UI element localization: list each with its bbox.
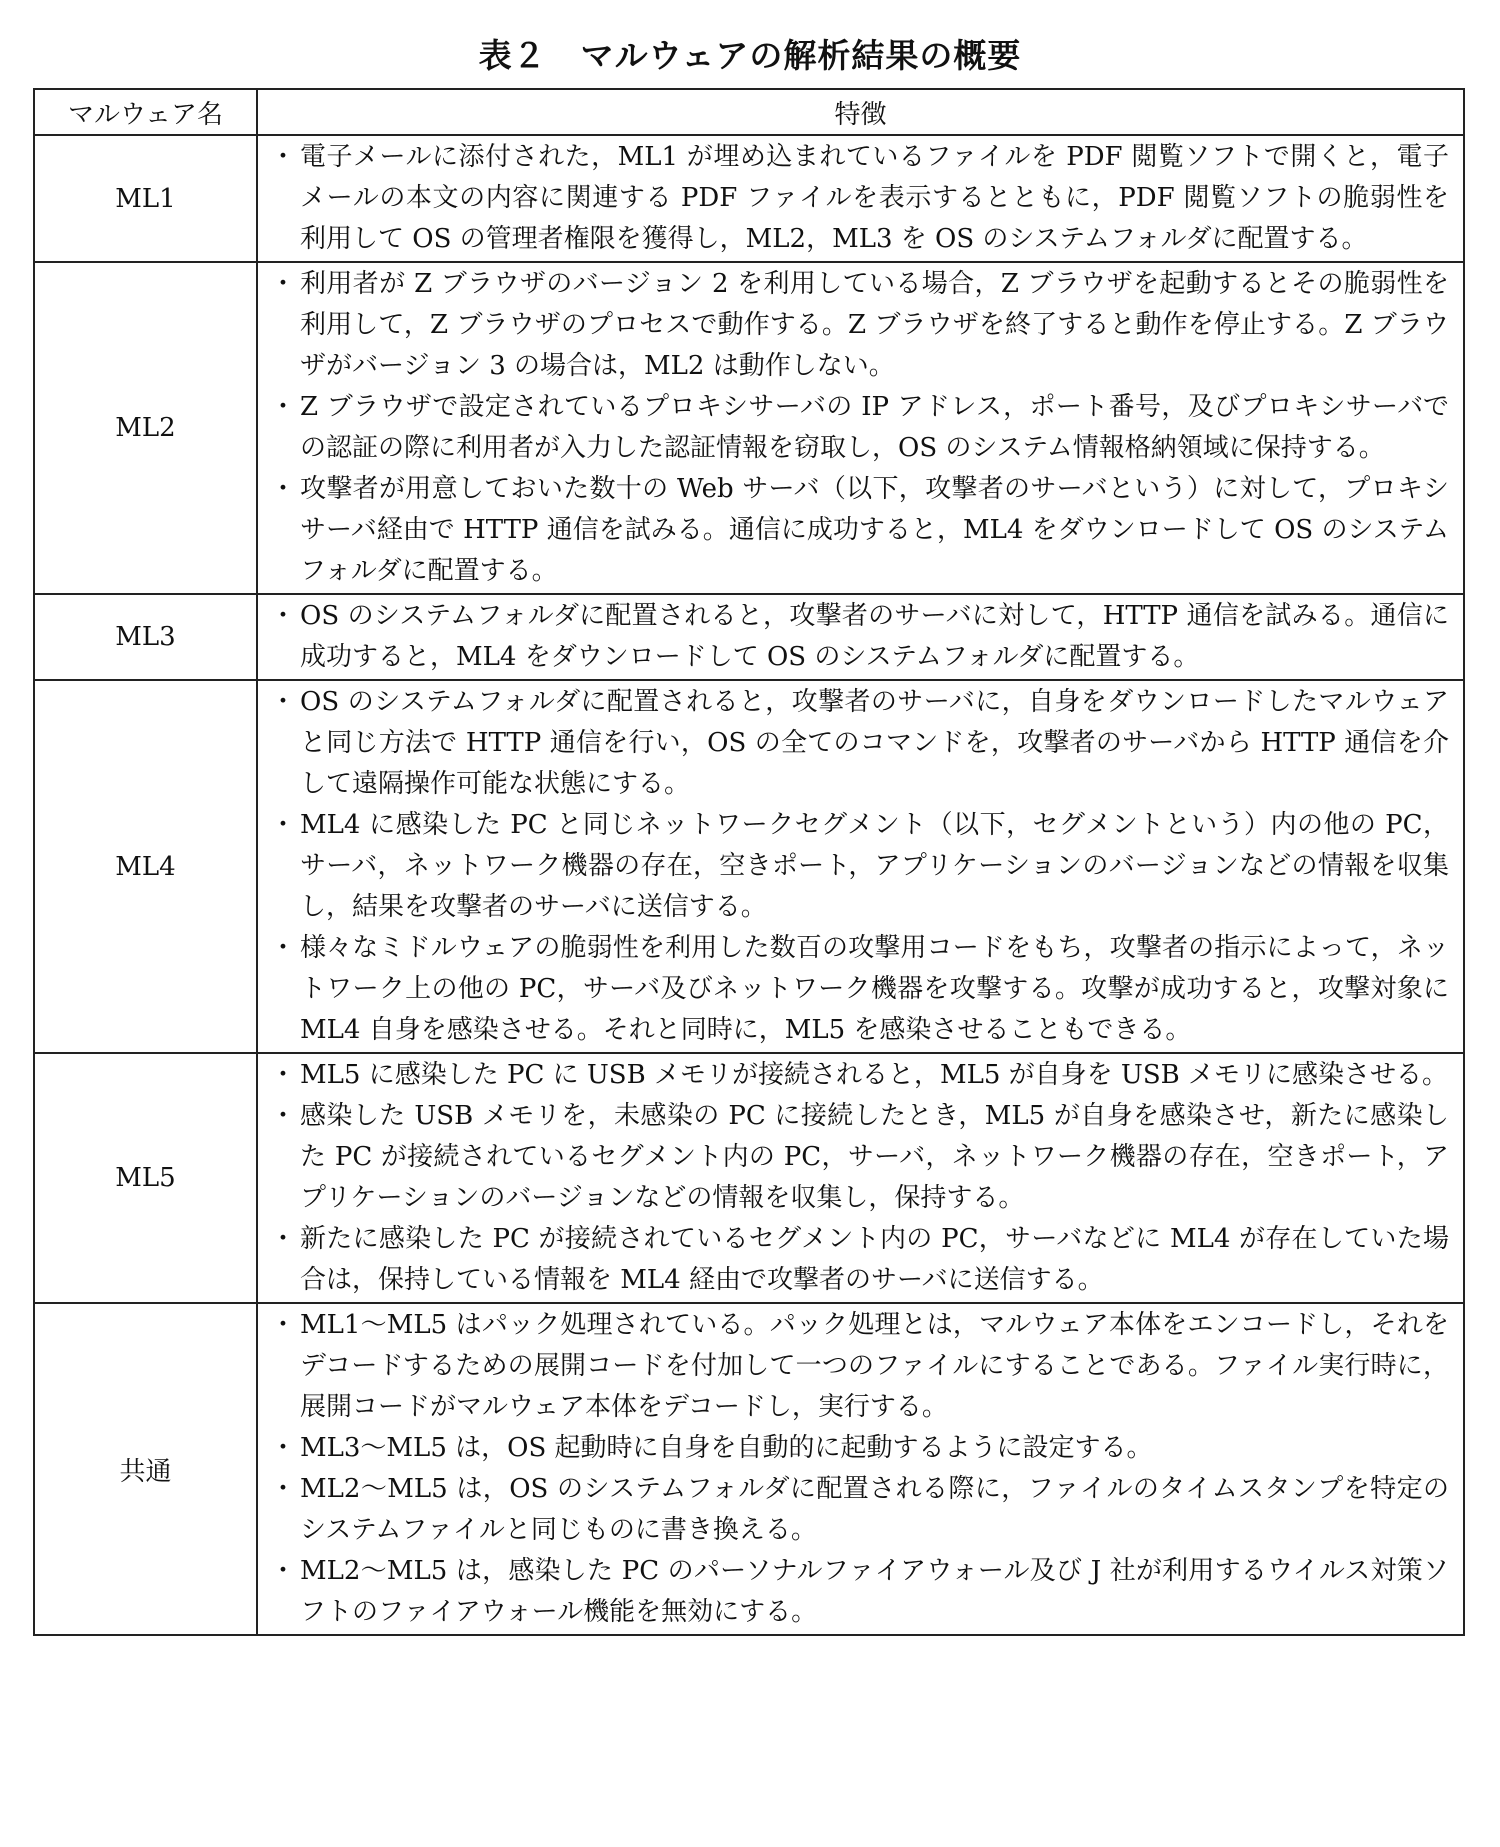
feature-text: ML3〜ML5 は，OS 起動時に自身を自動的に起動するように設定する。 — [300, 1433, 1153, 1463]
malware-name-cell: ML1 — [34, 135, 257, 262]
table-row — [34, 262, 1464, 594]
table-row — [34, 680, 1464, 1053]
bullet-icon: ・ — [270, 1310, 297, 1340]
feature-item — [266, 1469, 1449, 1551]
bullet-icon: ・ — [270, 933, 297, 963]
bullet-icon: ・ — [270, 601, 297, 631]
feature-text: 新たに感染した PC が接続されているセグメント内の PC，サーバなどに ML4 が存在していた場合は，保持している情報を ML4 経由で攻撃者のサーバに送信する。 — [300, 1224, 1449, 1295]
feature-text: ML4 に感染した PC と同じネットワークセグメント（以下，セグメントという）内の他の PC，サーバ，ネットワーク機器の存在，空きポート，アプリケーションのバージョンなどの情報を収集し，結果を攻撃者のサーバに送信する。 — [300, 810, 1449, 922]
features-cell — [257, 594, 1464, 680]
feature-text: ML1〜ML5 はパック処理されている。パック処理とは，マルウェア本体をエンコードし，それをデコードするための展開コードを付加して一つのファイルにすることである。ファイル実行時に，展開コードがマルウェア本体をデコードし，実行する。 — [300, 1310, 1449, 1422]
table-row — [34, 135, 1464, 262]
features-cell — [257, 1053, 1464, 1303]
feature-text: ML2〜ML5 は，OS のシステムフォルダに配置される際に，ファイルのタイムスタンプを特定のシステムファイルと同じものに書き換える。 — [300, 1474, 1449, 1545]
feature-item — [266, 264, 1449, 387]
table-row — [34, 594, 1464, 680]
bullet-icon: ・ — [270, 474, 297, 504]
feature-text: ML5 に感染した PC に USB メモリが接続されると，ML5 が自身を USB メモリに感染させる。 — [300, 1060, 1449, 1090]
feature-text: OS のシステムフォルダに配置されると，攻撃者のサーバに，自身をダウンロードしたマルウェアと同じ方法で HTTP 通信を行い，OS の全てのコマンドを，攻撃者のサーバから HTTP 通信を介して遠隔操作可能な状態にする。 — [300, 687, 1449, 799]
malware-name-cell: ML5 — [34, 1053, 257, 1303]
malware-name-cell: ML2 — [34, 262, 257, 594]
features-cell — [257, 262, 1464, 594]
bullet-icon: ・ — [270, 687, 297, 717]
feature-item — [266, 1428, 1449, 1469]
malware-name-cell: ML4 — [34, 680, 257, 1053]
features-cell — [257, 135, 1464, 262]
malware-name-cell: ML3 — [34, 594, 257, 680]
feature-item — [266, 682, 1449, 805]
header-malware-name: マルウェア名 — [34, 89, 257, 135]
feature-list — [266, 1055, 1449, 1301]
table-row — [34, 1303, 1464, 1635]
feature-text: 様々なミドルウェアの脆弱性を利用した数百の攻撃用コードをもち，攻撃者の指示によって，ネットワーク上の他の PC，サーバ及びネットワーク機器を攻撃する。攻撃が成功すると，攻撃対象に ML4 自身を感染させる。それと同時に，ML5 を感染させることもできる。 — [300, 933, 1449, 1045]
bullet-icon: ・ — [270, 269, 297, 299]
bullet-icon: ・ — [270, 392, 297, 422]
feature-item — [266, 1096, 1449, 1219]
bullet-icon: ・ — [270, 1224, 297, 1254]
bullet-icon: ・ — [270, 142, 297, 172]
table-header-row — [34, 89, 1464, 135]
feature-text: ML2〜ML5 は，感染した PC のパーソナルファイアウォール及び J 社が利用するウイルス対策ソフトのファイアウォール機能を無効にする。 — [300, 1556, 1449, 1627]
bullet-icon: ・ — [270, 810, 297, 840]
malware-analysis-table — [33, 88, 1465, 1636]
feature-text: 利用者が Z ブラウザのバージョン 2 を利用している場合，Z ブラウザを起動するとその脆弱性を利用して，Z ブラウザのプロセスで動作する。Z ブラウザを終了すると動作を停止する。Z ブラウザがバージョン 3 の場合は，ML2 は動作しない。 — [300, 269, 1449, 381]
feature-text: 感染した USB メモリを，未感染の PC に接続したとき，ML5 が自身を感染させ，新たに感染した PC が接続されているセグメント内の PC，サーバ，ネットワーク機器の存在，空きポート，アプリケーションのバージョンなどの情報を収集し，保持する。 — [300, 1101, 1449, 1213]
feature-item — [266, 387, 1449, 469]
feature-item — [266, 596, 1449, 678]
feature-text: OS のシステムフォルダに配置されると，攻撃者のサーバに対して，HTTP 通信を試みる。通信に成功すると，ML4 をダウンロードして OS のシステムフォルダに配置する。 — [300, 601, 1449, 672]
bullet-icon: ・ — [270, 1556, 297, 1586]
feature-item — [266, 1055, 1449, 1096]
feature-item — [266, 1551, 1449, 1633]
table-row — [34, 1053, 1464, 1303]
feature-list — [266, 264, 1449, 592]
feature-item — [266, 137, 1449, 260]
feature-item — [266, 805, 1449, 928]
features-cell — [257, 1303, 1464, 1635]
feature-list — [266, 137, 1449, 260]
feature-list — [266, 596, 1449, 678]
bullet-icon: ・ — [270, 1060, 297, 1090]
feature-list — [266, 1305, 1449, 1633]
feature-text: 攻撃者が用意しておいた数十の Web サーバ（以下，攻撃者のサーバという）に対して，プロキシサーバ経由で HTTP 通信を試みる。通信に成功すると，ML4 をダウンロードして OS のシステムフォルダに配置する。 — [300, 474, 1449, 586]
feature-text: Z ブラウザで設定されているプロキシサーバの IP アドレス，ポート番号，及びプロキシサーバでの認証の際に利用者が入力した認証情報を窃取し，OS のシステム情報格納領域に保持する。 — [300, 392, 1449, 463]
header-features: 特徴 — [257, 89, 1464, 135]
bullet-icon: ・ — [270, 1101, 297, 1131]
feature-item — [266, 1305, 1449, 1428]
malware-name-cell: 共通 — [34, 1303, 257, 1635]
feature-item — [266, 928, 1449, 1051]
feature-item — [266, 469, 1449, 592]
features-cell — [257, 680, 1464, 1053]
table-body — [34, 135, 1464, 1635]
feature-text: 電子メールに添付された，ML1 が埋め込まれているファイルを PDF 閲覧ソフトで開くと，電子メールの本文の内容に関連する PDF ファイルを表示するとともに，PDF 閲覧ソフトの脆弱性を利用して OS の管理者権限を獲得し，ML2，ML3 を OS のシステムフォルダに配置する。 — [300, 142, 1449, 254]
bullet-icon: ・ — [270, 1433, 297, 1463]
feature-list — [266, 682, 1449, 1051]
table-title: 表２ マルウェアの解析結果の概要 — [478, 36, 1022, 75]
bullet-icon: ・ — [270, 1474, 297, 1504]
feature-item — [266, 1219, 1449, 1301]
